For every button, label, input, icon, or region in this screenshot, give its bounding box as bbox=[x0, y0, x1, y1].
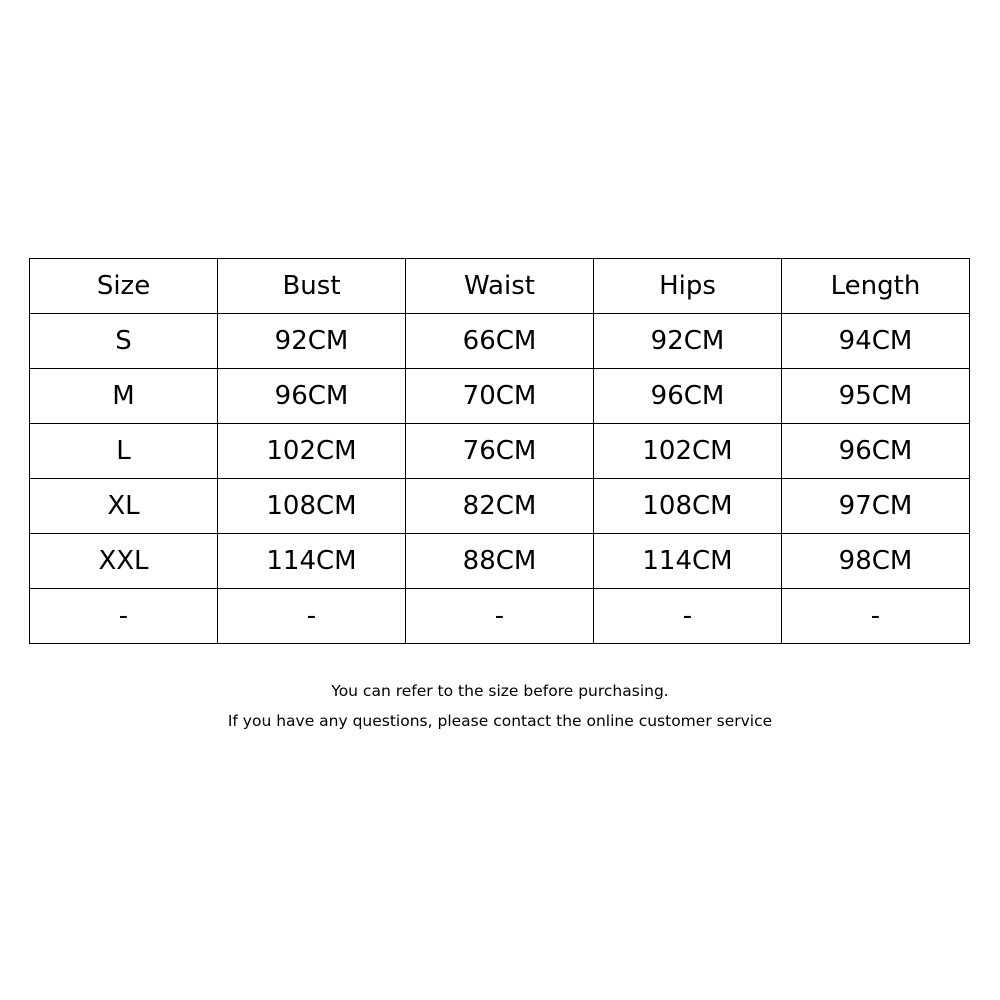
cell-hips: 92CM bbox=[594, 314, 782, 369]
table-row bbox=[30, 314, 970, 369]
cell-waist: - bbox=[406, 589, 594, 644]
cell-waist: 76CM bbox=[406, 424, 594, 479]
table-row bbox=[30, 369, 970, 424]
header-length: Length bbox=[782, 259, 970, 314]
header-bust: Bust bbox=[218, 259, 406, 314]
size-notes bbox=[0, 676, 1000, 736]
header-size: Size bbox=[30, 259, 218, 314]
cell-waist: 66CM bbox=[406, 314, 594, 369]
cell-bust: 114CM bbox=[218, 534, 406, 589]
cell-bust: 96CM bbox=[218, 369, 406, 424]
cell-size: XL bbox=[30, 479, 218, 534]
size-chart-table bbox=[29, 258, 970, 644]
cell-bust: - bbox=[218, 589, 406, 644]
cell-size: M bbox=[30, 369, 218, 424]
table-row bbox=[30, 424, 970, 479]
cell-size: S bbox=[30, 314, 218, 369]
cell-length: 98CM bbox=[782, 534, 970, 589]
cell-waist: 88CM bbox=[406, 534, 594, 589]
cell-waist: 70CM bbox=[406, 369, 594, 424]
cell-size: XXL bbox=[30, 534, 218, 589]
cell-waist: 82CM bbox=[406, 479, 594, 534]
cell-hips: - bbox=[594, 589, 782, 644]
cell-length: 95CM bbox=[782, 369, 970, 424]
cell-bust: 108CM bbox=[218, 479, 406, 534]
table-header-row bbox=[30, 259, 970, 314]
table-row bbox=[30, 589, 970, 644]
cell-size: L bbox=[30, 424, 218, 479]
table-row bbox=[30, 479, 970, 534]
cell-length: 94CM bbox=[782, 314, 970, 369]
size-reference-note: You can refer to the size before purchasing. bbox=[331, 682, 669, 700]
table-row bbox=[30, 534, 970, 589]
customer-service-note: If you have any questions, please contact the online customer service bbox=[227, 712, 773, 730]
cell-hips: 102CM bbox=[594, 424, 782, 479]
cell-hips: 108CM bbox=[594, 479, 782, 534]
cell-bust: 102CM bbox=[218, 424, 406, 479]
cell-hips: 96CM bbox=[594, 369, 782, 424]
cell-bust: 92CM bbox=[218, 314, 406, 369]
cell-hips: 114CM bbox=[594, 534, 782, 589]
header-hips: Hips bbox=[594, 259, 782, 314]
cell-length: - bbox=[782, 589, 970, 644]
cell-length: 96CM bbox=[782, 424, 970, 479]
cell-length: 97CM bbox=[782, 479, 970, 534]
cell-size: - bbox=[30, 589, 218, 644]
header-waist: Waist bbox=[406, 259, 594, 314]
